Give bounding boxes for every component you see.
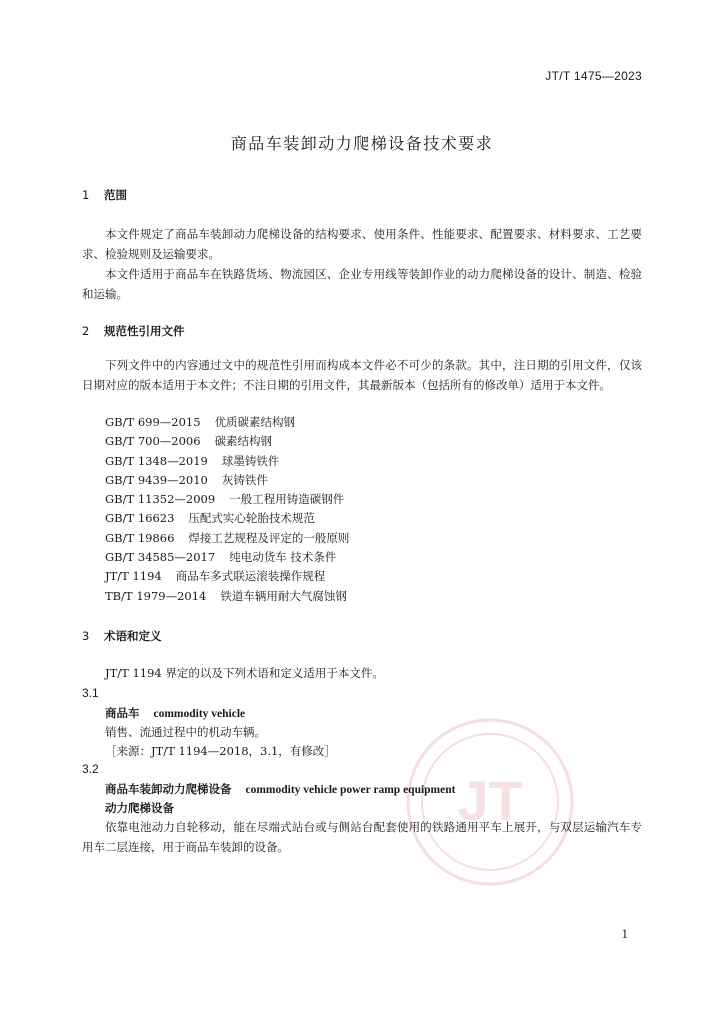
term-entry	[105, 705, 245, 721]
svg-text:JT: JT	[457, 769, 523, 832]
ref-name: 铁道车辆用耐大气腐蚀钢	[220, 588, 347, 603]
list-item	[105, 471, 349, 490]
list-item	[105, 413, 349, 432]
jt-watermark-seal	[400, 712, 580, 892]
section-1-heading	[82, 187, 127, 203]
list-item	[105, 567, 349, 586]
list-item	[105, 432, 349, 451]
reference-list	[105, 413, 349, 606]
ref-name: 一般工程用铸造碳钢件	[229, 492, 345, 507]
ref-code: GB/T 11352—2009	[105, 492, 216, 507]
section-number: 3	[82, 629, 90, 643]
ref-name: 纯电动货车 技术条件	[229, 550, 337, 565]
list-item	[105, 587, 349, 606]
term-en: commodity vehicle	[153, 708, 246, 720]
ref-name: 碳素结构钢	[214, 434, 273, 449]
scope-paragraph-1: 本文件规定了商品车装卸动力爬梯设备的结构要求、使用条件、性能要求、配置要求、材料要求、工艺要求、检验规则及运输要求。	[82, 227, 642, 261]
ref-name: 压配式实心轮胎技术规范	[188, 511, 315, 526]
ref-code: TB/T 1979—2014	[105, 588, 207, 603]
section-title: 规范性引用文件	[104, 324, 185, 338]
ref-name: 商品车多式联运滚装操作规程	[175, 569, 326, 584]
ref-code: GB/T 699—2015	[105, 415, 201, 429]
term-definition: 销售、流通过程中的机动车辆。	[105, 725, 266, 739]
list-item	[105, 548, 349, 567]
section-number: 2	[82, 324, 90, 338]
scope-paragraph-2: 本文件适用于商品车在铁路货场、物流园区、企业专用线等装卸作业的动力爬梯设备的设计、制造、检验和运输。	[82, 267, 642, 301]
terms-intro: JT/T 1194 界定的以及下列术语和定义适用于本文件。	[105, 666, 384, 680]
ref-name: 灰铸铁件	[221, 472, 268, 487]
term-alt-entry	[105, 800, 174, 816]
list-item	[105, 509, 349, 528]
ref-code: GB/T 700—2006	[105, 434, 201, 449]
ref-code: GB/T 19866	[105, 530, 175, 545]
ref-code: GB/T 1348—2019	[105, 453, 208, 468]
list-item	[105, 490, 349, 509]
term-entry	[105, 781, 455, 797]
term-number: 3.2	[82, 762, 99, 776]
normative-intro: 下列文件中的内容通过文中的规范性引用而构成本文件必不可少的条款。其中，注日期的引用文件，仅该日期对应的版本适用于本文件；不注日期的引用文件，其最新版本（包括所有的修改单）适用于本文件。	[82, 358, 642, 392]
ref-code: GB/T 9439—2010	[105, 472, 208, 487]
page-number: 1	[621, 926, 628, 941]
term-zh: 商品车	[105, 706, 140, 720]
section-2-heading	[82, 323, 185, 339]
ref-code: JT/T 1194	[105, 569, 162, 584]
ref-name: 优质碳素结构钢	[214, 415, 296, 429]
ref-code: GB/T 34585—2017	[105, 550, 216, 565]
section-number: 1	[82, 188, 90, 202]
section-title: 范围	[104, 188, 127, 202]
term-alt-zh: 动力爬梯设备	[105, 801, 174, 815]
document-code: JT/T 1475—2023	[545, 69, 642, 83]
section-3-heading	[82, 628, 162, 644]
ref-name: 焊接工艺规程及评定的一般原则	[188, 530, 350, 545]
ref-code: GB/T 16623	[105, 511, 175, 526]
document-title: 商品车装卸动力爬梯设备技术要求	[230, 134, 494, 153]
list-item	[105, 452, 349, 471]
term-definition: 依靠电池动力自轮移动，能在尽端式站台或与侧站台配套使用的铁路通用平车上展开，与双层运输汽车专用车二层连接，用于商品车装卸的设备。	[82, 820, 642, 854]
ref-name: 球墨铸铁件	[221, 453, 280, 468]
term-number: 3.1	[82, 686, 99, 700]
term-zh: 商品车装卸动力爬梯设备	[105, 782, 232, 796]
term-source: ［来源：JT/T 1194—2018，3.1，有修改］	[105, 744, 336, 758]
term-en: commodity vehicle power ramp equipment	[245, 784, 456, 796]
list-item	[105, 529, 349, 548]
section-title: 术语和定义	[104, 629, 162, 643]
